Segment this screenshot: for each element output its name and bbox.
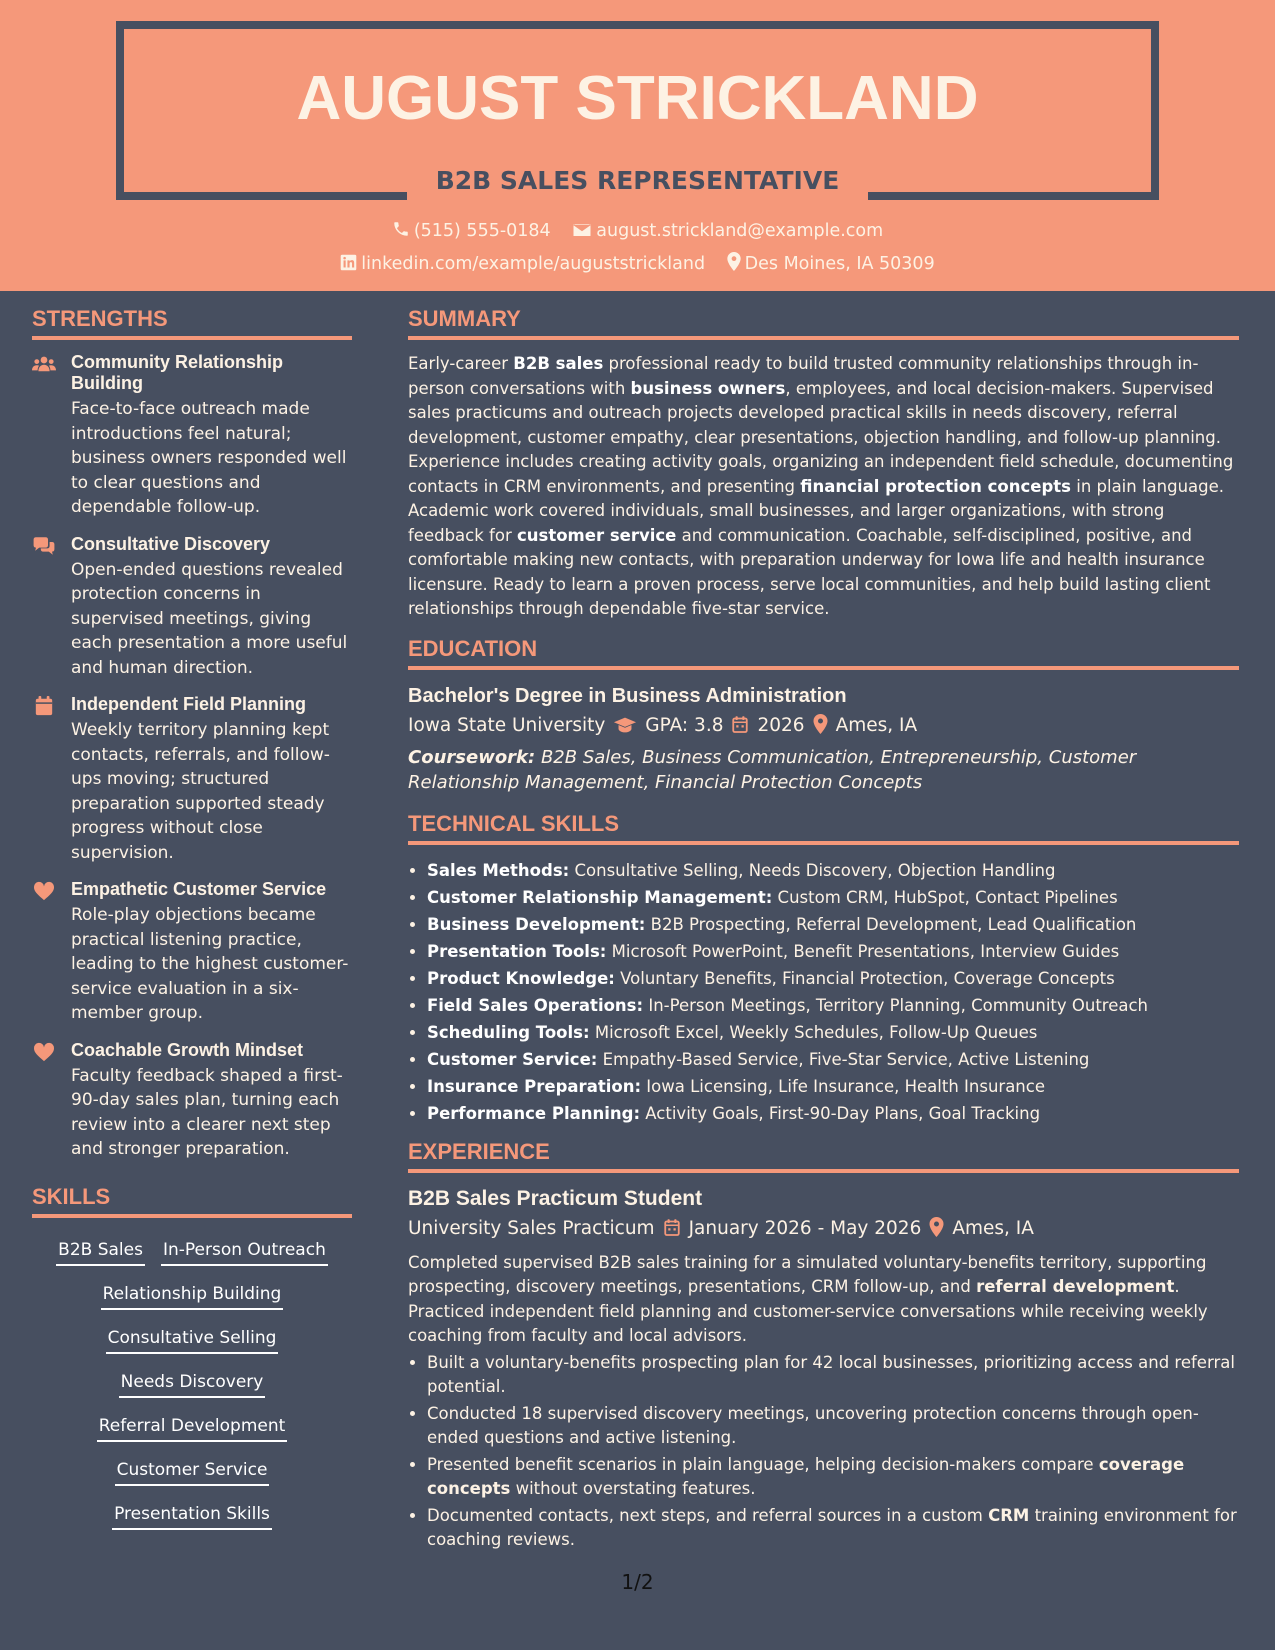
list-item <box>427 1402 1239 1451</box>
job-description <box>408 1251 1239 1349</box>
strength-item <box>32 1040 352 1162</box>
text-run: Presented benefit scenarios in plain language, helping decision-makers compare <box>427 1454 1099 1474</box>
education-location: Ames, IA <box>835 714 918 736</box>
skill-tag: B2B Sales <box>56 1238 145 1266</box>
emphasis-text: referral development <box>976 1277 1175 1296</box>
list-item <box>427 1504 1239 1553</box>
text-run: Completed supervised B2B sales training for a simulated voluntary-benefits territory, supporting prospecting, discovery meetings, presentations, CRM follow-up, and <box>408 1252 1207 1296</box>
strength-title: Empathetic Customer Service <box>71 879 327 899</box>
envelope-icon <box>572 222 592 238</box>
emphasis-text: customer service <box>516 525 677 545</box>
calendar-icon <box>731 715 749 734</box>
comments-icon <box>32 536 56 556</box>
strength-description: Faculty feedback shaped a first-90-day sales plan, turning each review into a clearer next step and stronger preparation. <box>71 1065 343 1159</box>
skill-category: Performance Planning: <box>427 1103 641 1123</box>
calendar-icon <box>32 696 56 716</box>
gpa: GPA: 3.8 <box>645 714 724 736</box>
text-run: Built a voluntary-benefits prospecting plan for 42 local businesses, prioritizing access and referral potential. <box>427 1352 1235 1396</box>
skill-category: Customer Relationship Management: <box>427 887 773 907</box>
skill-values: Empathy-Based Service, Five-Star Service, Active Listening <box>597 1049 1090 1069</box>
list-item <box>427 1100 1239 1127</box>
skill-category: Scheduling Tools: <box>427 1022 590 1042</box>
list-item <box>427 1351 1239 1400</box>
strength-description: Role-play objections became practical listening practice, leading to the highest customer-service evaluation in a six-member group. <box>71 905 349 1023</box>
skill-tag: Relationship Building <box>101 1282 284 1310</box>
technical-skills-list <box>408 857 1239 1127</box>
list-item <box>427 1453 1239 1502</box>
list-item <box>427 911 1239 938</box>
phone-contact[interactable] <box>392 220 551 241</box>
text-run: in plain language. Academic work covered individuals, small businesses, and larger organizations, with strong feedback for <box>408 476 1225 545</box>
text-run: Early-career <box>408 354 514 373</box>
strength-item <box>32 352 352 520</box>
list-item <box>427 938 1239 965</box>
strength-item <box>32 534 352 681</box>
text-run: and communication. Coachable, self-disciplined, positive, and comfortable making new contacts, with preparation underway for Iowa life and health insurance licensure. Ready to learn a proven process, serve local communities, and help build lasting client relationships through dependable five-star service. <box>408 525 1211 618</box>
contact-row-2 <box>0 252 1275 274</box>
skill-values: Microsoft PowerPoint, Benefit Presentations, Interview Guides <box>606 941 1120 961</box>
contact-row-1 <box>0 220 1275 241</box>
skill-tag: Needs Discovery <box>119 1370 266 1398</box>
emphasis-text: CRM <box>988 1505 1030 1525</box>
list-item <box>427 1046 1239 1073</box>
heart-icon <box>32 1042 56 1062</box>
map-pin-icon <box>813 714 828 734</box>
skill-tag: Referral Development <box>97 1414 288 1442</box>
list-item <box>427 1019 1239 1046</box>
list-item <box>427 884 1239 911</box>
skill-tag: Customer Service <box>115 1458 270 1486</box>
strength-title: Coachable Growth Mindset <box>71 1039 304 1060</box>
list-item <box>427 1073 1239 1100</box>
skill-tag: Consultative Selling <box>106 1326 279 1354</box>
technical-skills-heading: TECHNICAL SKILLS <box>408 809 1239 845</box>
map-pin-icon <box>929 1217 944 1237</box>
skills-heading: SKILLS <box>32 1182 352 1218</box>
list-item <box>427 992 1239 1019</box>
emphasis-text: coverage concepts <box>427 1454 1185 1498</box>
skill-values: Microsoft Excel, Weekly Schedules, Follow-Up Queues <box>589 1022 1038 1042</box>
education-meta <box>408 710 1239 742</box>
job-bullets <box>408 1351 1239 1553</box>
coursework-list: B2B Sales, Business Communication, Entrepreneurship, Customer Relationship Management, Financial Protection Concepts <box>408 746 1137 793</box>
skill-values: In-Person Meetings, Territory Planning, Community Outreach <box>643 995 1149 1015</box>
skill-category: Business Development: <box>427 914 646 934</box>
text-run: professional ready to build trusted community relationships through in-person conversations with <box>408 354 1199 398</box>
skill-category: Field Sales Operations: <box>427 995 644 1015</box>
school-name: Iowa State University <box>408 714 606 736</box>
list-item <box>427 857 1239 884</box>
skill-tag: In-Person Outreach <box>161 1238 328 1266</box>
text-run: , employees, and local decision-makers. Supervised sales practicums and outreach projects developed practical skills in needs discovery, referral development, customer empathy, clear presentations, objection handling, and follow-up planning. Experience includes creating activity goals, organizing an independent field schedule, documenting contacts in CRM environments, and presenting <box>408 378 1234 496</box>
list-item <box>427 965 1239 992</box>
strength-title: Independent Field Planning <box>71 694 307 714</box>
map-pin-icon <box>727 252 741 271</box>
right-column <box>408 304 1239 1555</box>
users-icon <box>32 354 56 374</box>
job-location: Ames, IA <box>952 1217 1034 1239</box>
skill-values: Activity Goals, First-90-Day Plans, Goal Tracking <box>640 1103 1041 1123</box>
left-column <box>32 304 352 1540</box>
job-title: B2B SALES REPRESENTATIVE <box>435 166 840 195</box>
emphasis-text: B2B sales <box>513 354 604 373</box>
skill-tag: Presentation Skills <box>112 1502 272 1530</box>
strength-description: Face-to-face outreach made introductions feel natural; business owners responded well to clear questions and dependable follow-up. <box>71 399 347 517</box>
experience-heading: EXPERIENCE <box>408 1137 1239 1173</box>
strengths-heading: STRENGTHS <box>32 304 352 340</box>
strength-item <box>32 879 352 1026</box>
strength-title: Consultative Discovery <box>71 533 271 554</box>
text-run: training environment for coaching reviews. <box>427 1505 1237 1549</box>
text-run: without overstating features. <box>510 1479 756 1498</box>
strength-item <box>32 694 352 865</box>
skill-category: Customer Service: <box>427 1049 598 1069</box>
skill-category: Insurance Preparation: <box>427 1076 642 1096</box>
job-role: B2B Sales Practicum Student <box>408 1186 703 1210</box>
page-number: 1/2 <box>621 1570 654 1594</box>
skill-values: Voluntary Benefits, Financial Protection, Coverage Concepts <box>614 968 1115 988</box>
email-text: august.strickland@example.com <box>596 221 884 241</box>
linkedin-icon <box>340 254 357 271</box>
skill-values: Consultative Selling, Needs Discovery, Objection Handling <box>569 860 1056 880</box>
education-heading: EDUCATION <box>408 634 1239 670</box>
coursework-label: Coursework: <box>408 746 536 768</box>
linkedin-contact[interactable] <box>340 254 705 274</box>
skill-category: Sales Methods: <box>427 860 570 880</box>
text-run: Conducted 18 supervised discovery meetings, uncovering protection concerns through open-ended questions and active listening. <box>427 1403 1199 1447</box>
text-run: Documented contacts, next steps, and referral sources in a custom <box>427 1505 989 1525</box>
summary-text <box>408 352 1239 622</box>
location-text: Des Moines, IA 50309 <box>744 254 935 274</box>
skill-values: B2B Prospecting, Referral Development, Lead Qualification <box>645 914 1137 934</box>
skills-list <box>32 1230 352 1540</box>
skill-values: Custom CRM, HubSpot, Contact Pipelines <box>772 887 1118 907</box>
strength-description: Weekly territory planning kept contacts, referrals, and follow-ups moving; structured preparation supported steady progress without close supervision. <box>71 720 330 863</box>
email-contact[interactable] <box>572 221 883 241</box>
strength-title: Community Relationship Building <box>71 352 284 393</box>
emphasis-text: financial protection concepts <box>800 476 1071 496</box>
job-dates: January 2026 - May 2026 <box>688 1217 922 1239</box>
experience-meta <box>408 1213 1239 1245</box>
candidate-name: AUGUST STRICKLAND <box>296 64 979 133</box>
skill-category: Presentation Tools: <box>427 941 607 961</box>
skill-values: Iowa Licensing, Life Insurance, Health Insurance <box>641 1076 1045 1096</box>
heart-icon <box>32 881 56 901</box>
degree-title: Bachelor's Degree in Business Administration <box>408 684 847 707</box>
emphasis-text: business owners <box>630 378 786 398</box>
phone-icon <box>392 220 410 238</box>
linkedin-text: linkedin.com/example/auguststrickland <box>361 254 706 274</box>
strength-description: Open-ended questions revealed protection concerns in supervised meetings, giving each presentation a more useful and human direction. <box>71 559 348 678</box>
resume-header <box>0 0 1275 291</box>
calendar-icon <box>663 1218 681 1237</box>
organization: University Sales Practicum <box>408 1217 655 1239</box>
phone-text: (515) 555-0184 <box>413 221 551 241</box>
location-contact <box>727 252 935 274</box>
coursework <box>408 745 1239 795</box>
summary-heading: SUMMARY <box>408 304 1239 340</box>
graduation-cap-icon <box>613 716 637 734</box>
text-run: . Practiced independent field planning and customer-service conversations while receiving weekly coaching from faculty and local advisors. <box>408 1277 1208 1345</box>
skill-category: Product Knowledge: <box>427 968 615 988</box>
graduation-year: 2026 <box>757 714 805 736</box>
